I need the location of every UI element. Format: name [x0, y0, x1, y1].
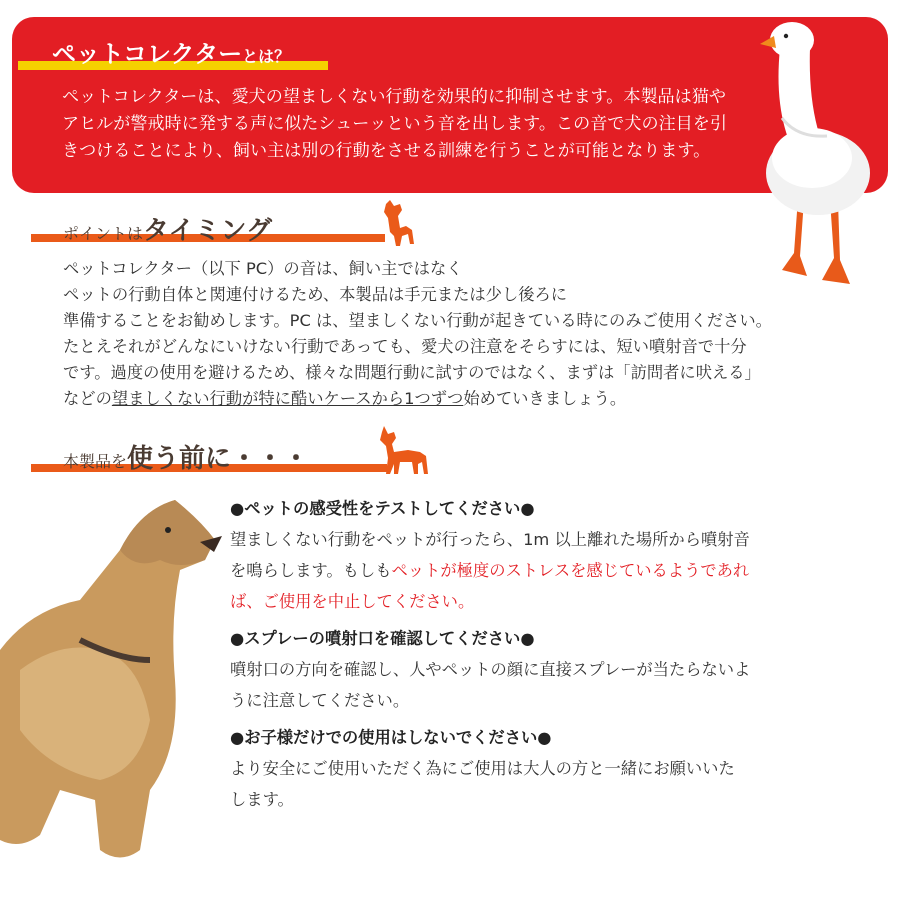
- timing-heading: [63, 210, 272, 247]
- timing-last-pre: などの: [63, 389, 112, 408]
- timing-body: [63, 256, 772, 412]
- intro-line: アヒルが警戒時に発する声に似たシューッという音を出します。この音で犬の注目を引: [62, 114, 727, 134]
- item-line: うに注意してください。: [230, 691, 410, 710]
- timing-line: たとえそれがどんなにいけない行動であっても、愛犬の注意をそらすには、短い噴射音で十分: [63, 337, 747, 356]
- timing-last-post: 始めていきましょう。: [463, 389, 627, 408]
- intro-line: ペットコレクターは、愛犬の望ましくない行動を効果的に抑制させます。本製品は猫や: [62, 87, 726, 107]
- timing-last-line: [63, 386, 772, 412]
- item-line-pre: を鳴らします。もしも: [230, 561, 392, 580]
- before-use-heading-main: 使う前に・・・: [127, 444, 310, 474]
- item-heading: ●お子様だけでの使用はしないでください●: [230, 728, 552, 747]
- timing-heading-main: タイミング: [143, 216, 272, 246]
- intro-title: [52, 39, 290, 72]
- item-line: します。: [230, 790, 294, 809]
- timing-line: ペットの行動自体と関連付けるため、本製品は手元または少し後ろに: [63, 285, 568, 304]
- warning-text: ば、ご使用を中止してください。: [230, 592, 475, 611]
- timing-line: です。過度の使用を避けるため、様々な問題行動に試すのではなく、まずは「訪問者に吠える」: [63, 363, 761, 382]
- barking-dog-picture: [0, 490, 225, 880]
- doberman-silhouette-icon: [378, 422, 434, 478]
- item-line: より安全にご使用いただく為にご使用は大人の方と一緒にお願いいた: [230, 759, 735, 778]
- item-heading: ●ペットの感受性をテストしてください●: [230, 499, 535, 518]
- timing-heading-prefix: ポイントは: [63, 224, 144, 243]
- timing-line: ペットコレクター（以下 PC）の音は、飼い主ではなく: [63, 259, 463, 278]
- warning-text: ペットが極度のストレスを感じているようであれ: [391, 561, 750, 580]
- item-line: 望ましくない行動をペットが行ったら、1m 以上離れた場所から噴射音: [230, 530, 750, 549]
- intro-title-suffix: とは？: [242, 47, 291, 66]
- before-use-heading: [63, 438, 309, 475]
- goose-picture: [752, 8, 872, 293]
- intro-line: きつけることにより、飼い主は別の行動をさせる訓練を行うことが可能となります。: [62, 141, 711, 161]
- item-line: 噴射口の方向を確認し、人やペットの顔に直接スプレーが当たらないよ: [230, 660, 751, 679]
- timing-last-underlined: 望ましくない行動が特に酷いケースから1つずつ: [111, 389, 464, 408]
- item-line: [230, 556, 750, 585]
- dog-silhouette-icon: [380, 196, 420, 248]
- intro-body: [62, 84, 762, 165]
- before-use-body: [230, 494, 750, 814]
- item-heading: ●スプレーの噴射口を確認してください●: [230, 629, 535, 648]
- intro-title-main: ペットコレクター: [52, 40, 243, 68]
- before-use-heading-prefix: 本製品を: [63, 452, 128, 471]
- timing-line: 準備することをお勧めします。PC は、望ましくない行動が起きている時にのみご使用ください。: [63, 311, 772, 330]
